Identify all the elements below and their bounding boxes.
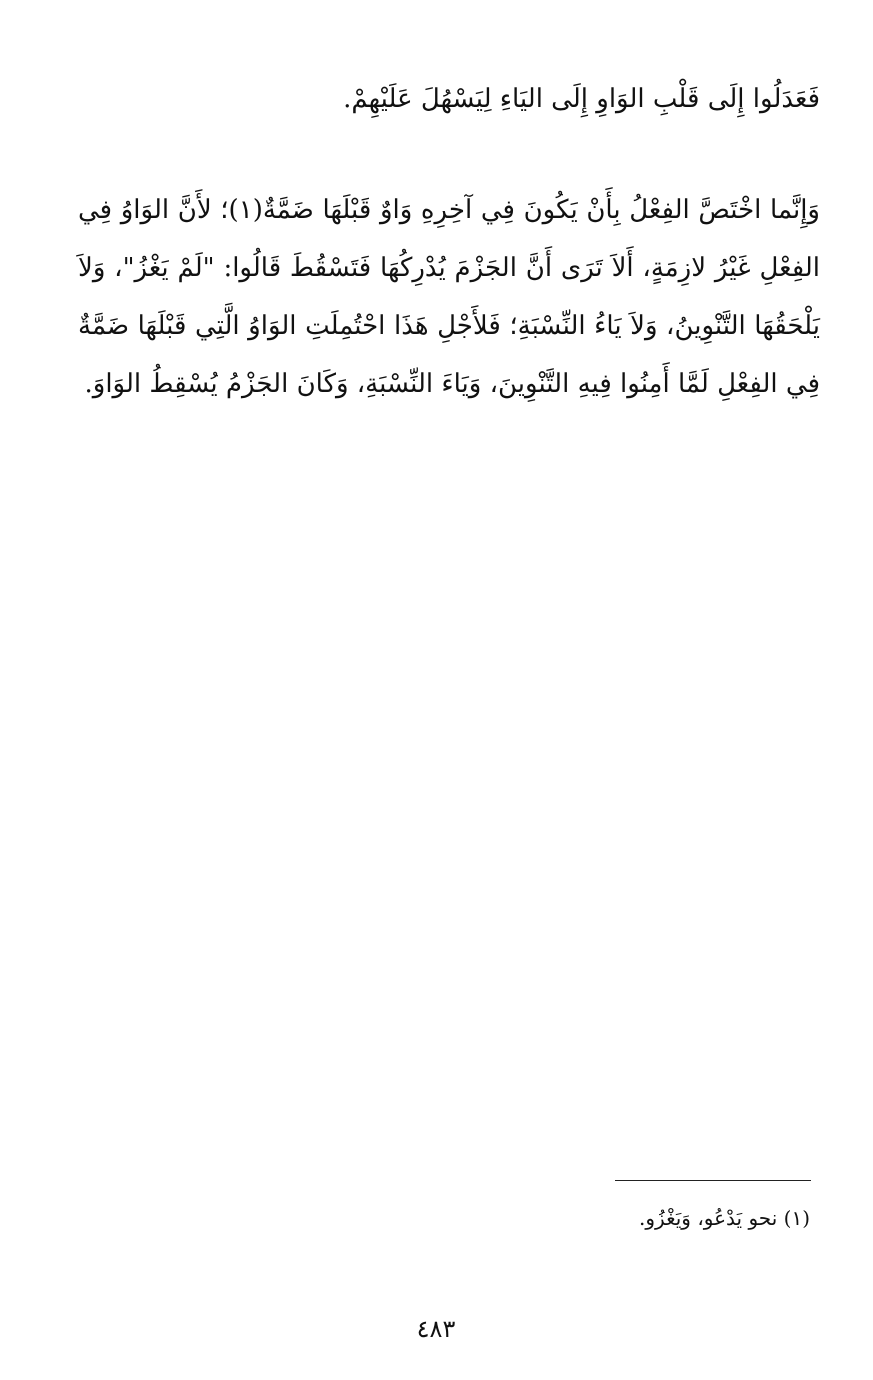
page-number: ٤٨٣ [416,1315,456,1343]
paragraph-1: فَعَدَلُوا إِلَى قَلْبِ الوَاوِ إِلَى اليَاءِ لِيَسْهُلَ عَلَيْهِمْ. [343,84,820,114]
footnote: (١) نحو يَدْعُو، وَيَغْزُو. [639,1206,810,1230]
footnote-divider [615,1180,811,1181]
paragraph-2: وَإِنَّما اخْتَصَّ الفِعْلُ بِأَنْ يَكُونَ فِي آخِرِهِ وَاوٌ قَبْلَهَا ضَمَّةٌ(١)؛ لأَنَّ الوَاوُ فِي الفِعْلِ غَيْرُ لازِمَةٍ، أَلاَ تَرَى أَنَّ الجَزْمَ يُدْرِكُهَا فَتَسْقُطَ قَالُوا: "لَمْ يَغْزُ"، وَلاَ يَلْحَقُهَا التَّنْوِينُ، وَلاَ يَاءُ النِّسْبَةِ؛ فَلأَجْلِ هَذَا احْتُمِلَتِ الوَاوُ الَّتِي قَبْلَهَا ضَمَّةٌ فِي الفِعْلِ لَمَّا أَمِنُوا فِيهِ التَّنْوِينَ، وَيَاءَ النِّسْبَةِ، وَكَانَ الجَزْمُ يُسْقِطُ الوَاوَ. [78,195,820,399]
